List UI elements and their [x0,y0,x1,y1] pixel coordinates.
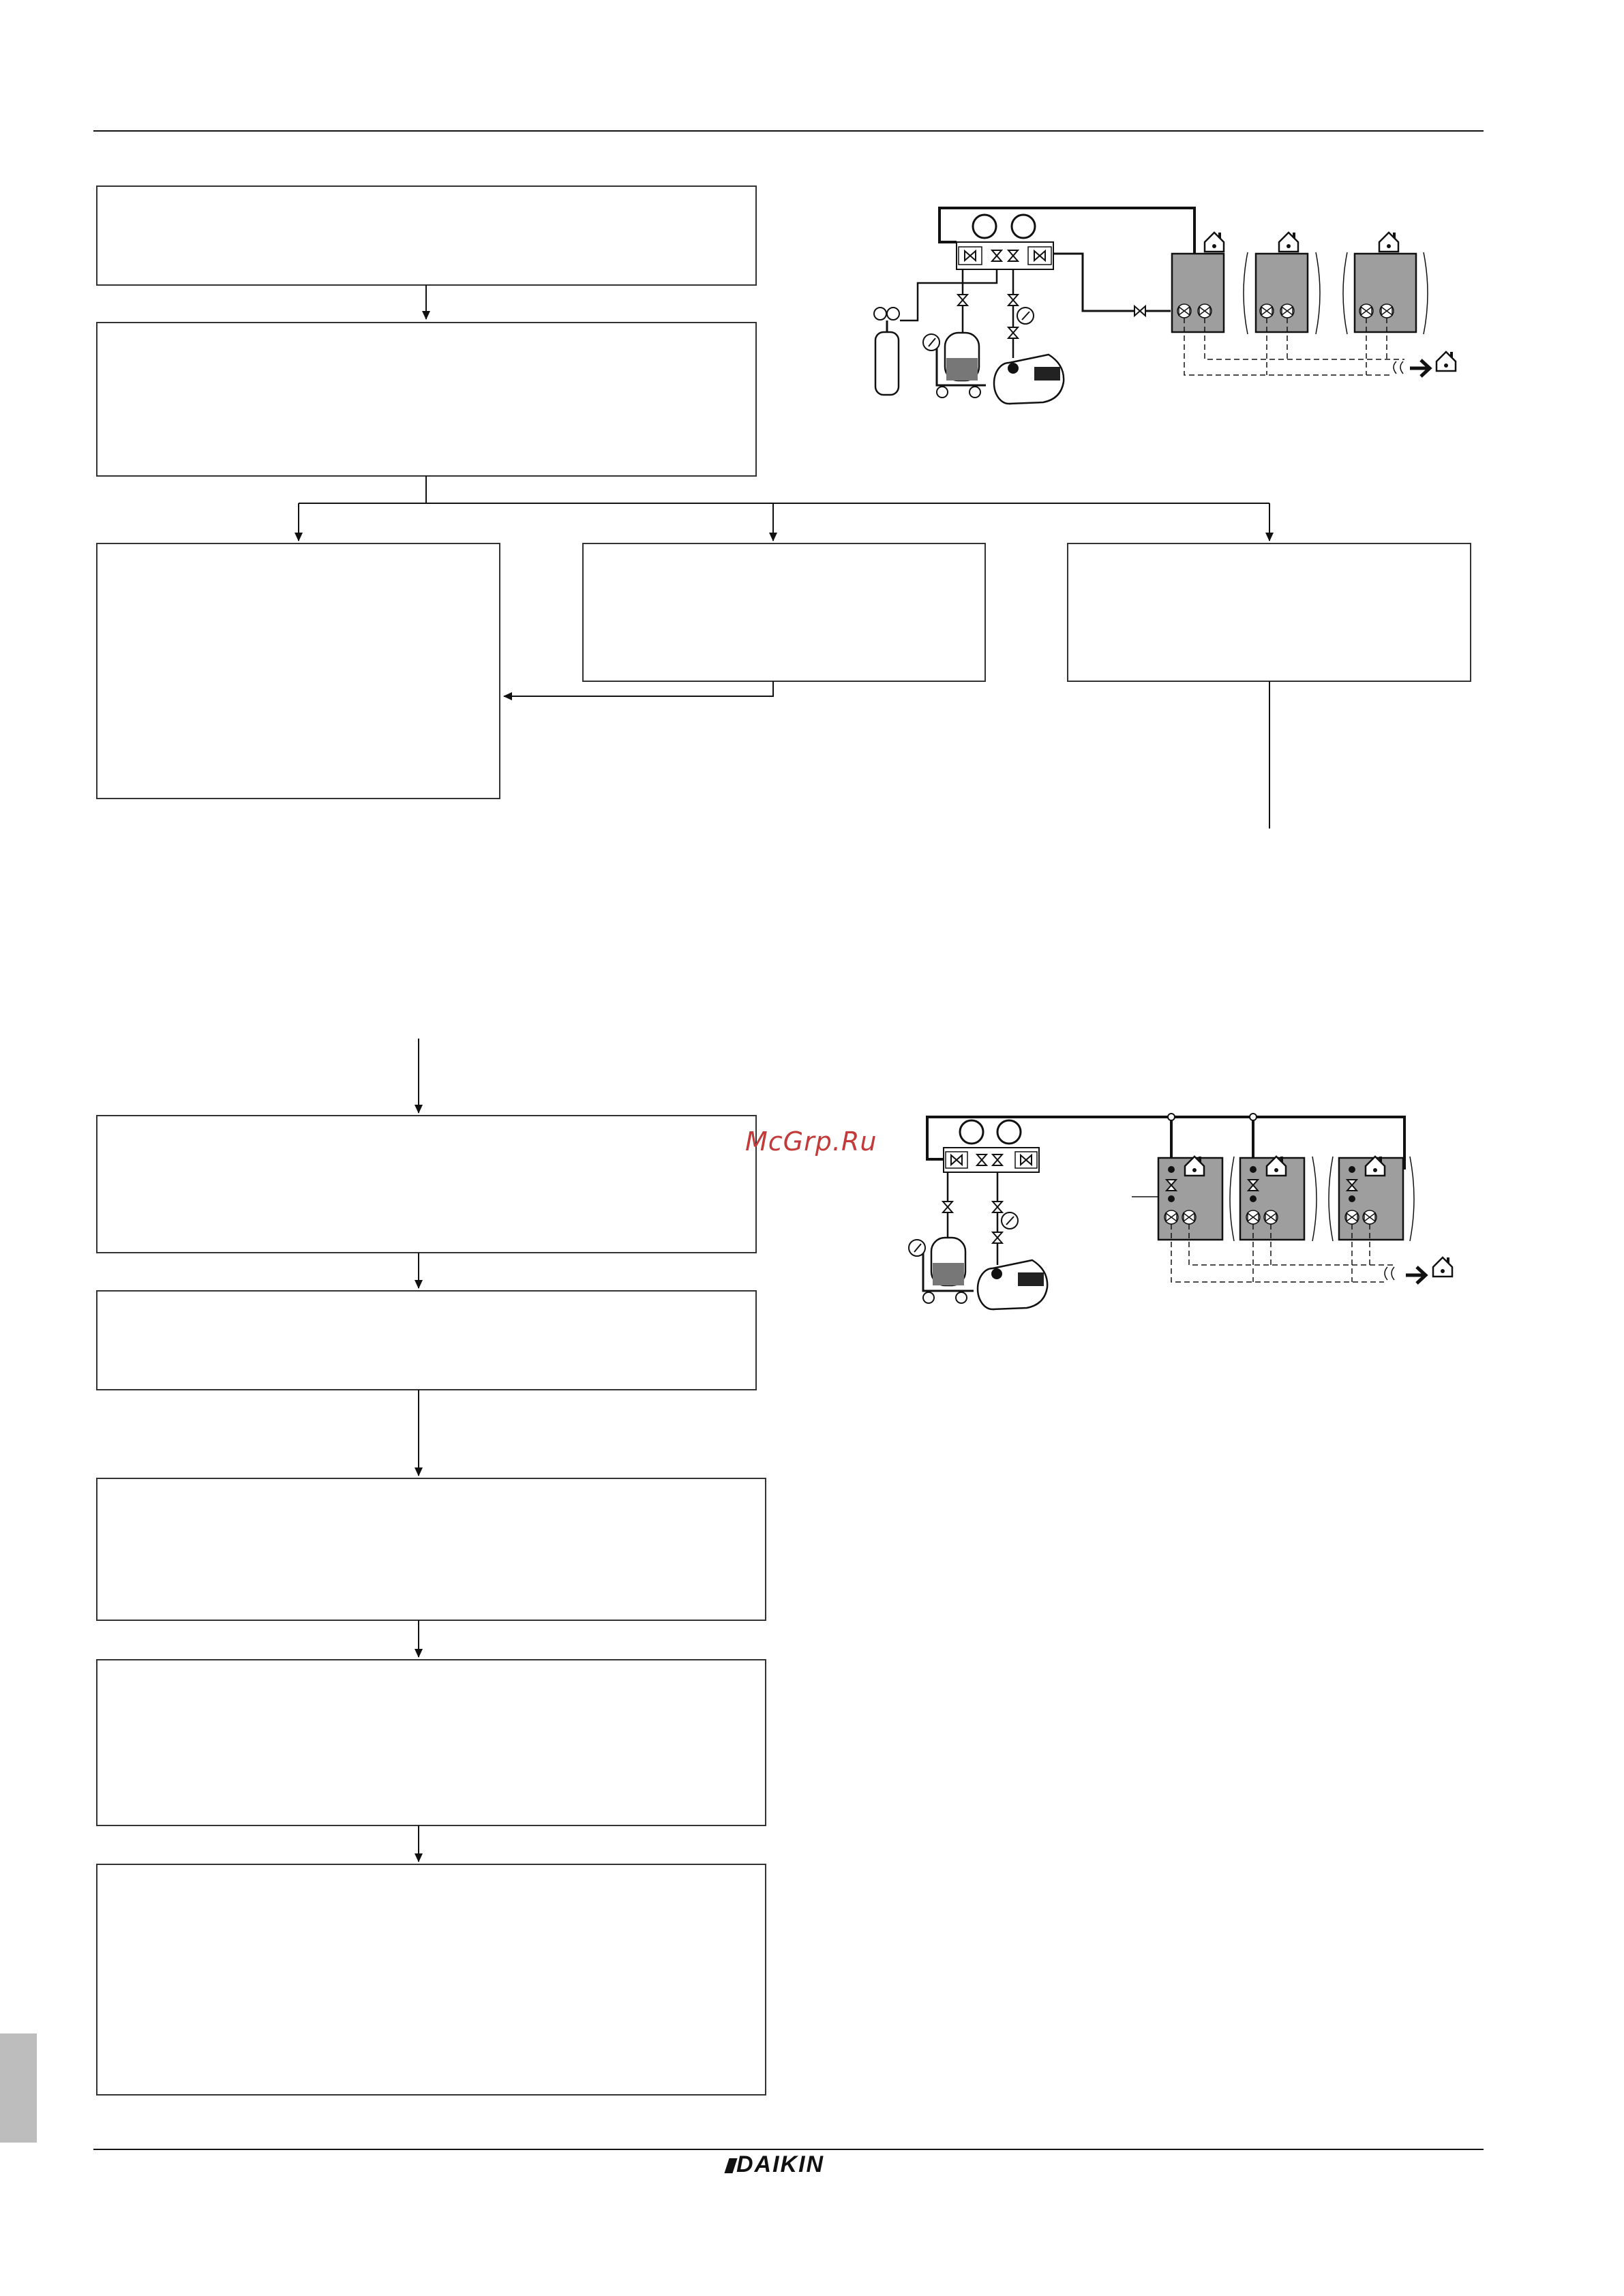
house-icon [1205,233,1224,252]
vacuum-pump-icon [994,355,1064,404]
nitrogen-cylinder-icon [874,308,899,395]
daikin-logo: DAIKIN [736,2151,845,2179]
schematic-top [874,208,1456,404]
chapter-side-tab [0,2033,37,2143]
step-box-7 [97,1660,766,1825]
watermark-text: McGrp.Ru [745,1127,877,1157]
schematic-bottom [909,1114,1452,1309]
charging-cylinder-icon [923,333,986,398]
house-icon [1433,1257,1452,1277]
house-icon [1279,233,1298,252]
house-icon [1437,352,1456,371]
step-box-3a [97,543,500,799]
step-box-6 [97,1478,766,1620]
step-box-1 [97,186,756,285]
step-box-3c [1068,543,1471,681]
step-box-5 [97,1291,756,1390]
step-box-8 [97,1864,766,2095]
arrow-3b-to-3a [504,681,773,696]
step-box-2 [97,323,756,476]
house-icon [1379,233,1398,252]
arrow-right-icon [1410,360,1430,376]
step-box-4 [97,1116,756,1253]
step-box-3b [583,543,985,681]
